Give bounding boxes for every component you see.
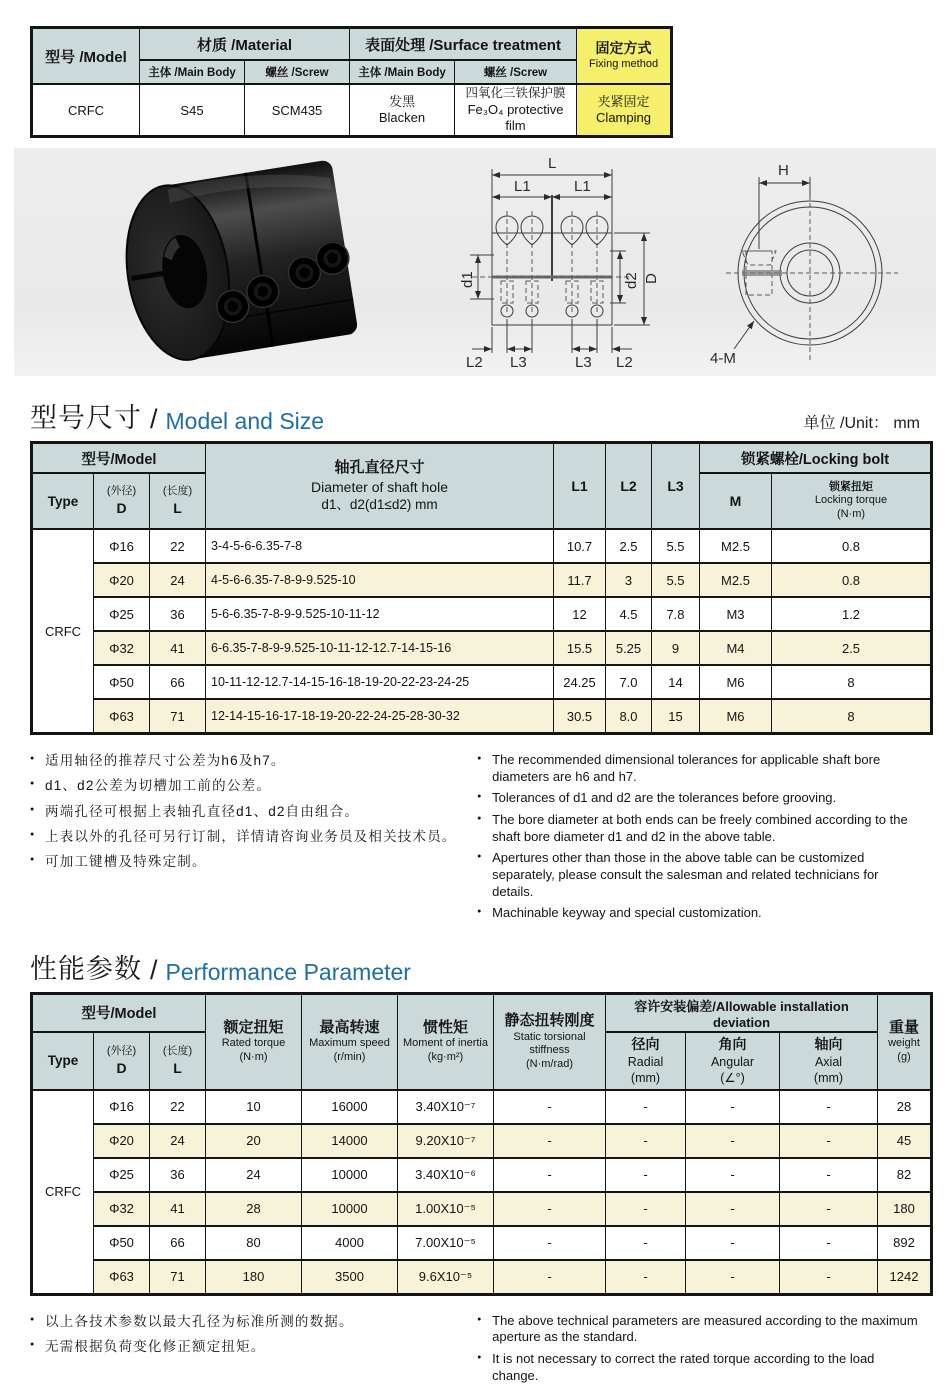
fixing-header-en: Fixing method (588, 57, 659, 70)
cell-stiffness: - (494, 1192, 606, 1226)
size-notes-cn (30, 747, 463, 927)
cell-torque: 2.5 (772, 631, 932, 665)
axial-cn: 轴向 (814, 1036, 843, 1053)
table-row (32, 1226, 932, 1260)
cell-d: Φ32 (94, 631, 150, 665)
cell-d: Φ50 (94, 665, 150, 699)
table-row (32, 699, 932, 734)
cell-l3: 5.5 (652, 529, 700, 563)
table-row (32, 529, 932, 563)
stiffness-en: Static torsional stiffness (513, 1030, 586, 1057)
cell-l2: 2.5 (606, 529, 652, 563)
table-row (32, 1192, 932, 1226)
perf-header-l (150, 1032, 206, 1090)
note-item: ● 以上各技术参数以最大孔径为标准所测的数据。 (30, 1311, 463, 1333)
cell-radial: - (606, 1192, 686, 1226)
surface-main-en: Blacken (378, 110, 426, 126)
size-header-locking-group: 锁紧螺栓/Locking bolt (700, 443, 932, 474)
surface-screw-cn: 四氧化三铁保护膜 (465, 86, 566, 100)
bore-header-en: Diameter of shaft hole (311, 478, 448, 495)
note-item: ● d1、d2公差为切槽加工前的公差。 (30, 775, 463, 797)
cell-bores: 10-11-12-12.7-14-15-16-18-19-20-22-23-24-25 (206, 665, 554, 699)
note-item: ● Apertures other than those in the above table can be customized separately, please consult the salesman and related technicians for details. (477, 850, 920, 900)
cell-l3: 14 (652, 665, 700, 699)
cell-axial: - (780, 1226, 878, 1260)
cell-radial: - (606, 1090, 686, 1124)
fixing-cn: 夹紧固定 (597, 93, 650, 109)
cell-m: M2.5 (700, 529, 772, 563)
cell-max-speed: 4000 (302, 1226, 398, 1260)
cell-len: 66 (150, 1226, 206, 1260)
side-view-drawing (448, 153, 688, 371)
cell-torque: 8 (772, 699, 932, 734)
cell-len: 41 (150, 1192, 206, 1226)
fixing-header-cn: 固定方式 (595, 40, 652, 57)
dim-D: D (643, 273, 660, 285)
perf-header-angular (686, 1032, 780, 1090)
cell-len: 36 (150, 597, 206, 631)
cell-angular: - (686, 1124, 780, 1158)
d-header-cn: (外径) (106, 485, 137, 498)
cell-stiffness: - (494, 1226, 606, 1260)
spec-subheader-screw: 螺丝 /Screw (245, 60, 350, 84)
cell-torque: 0.8 (772, 563, 932, 597)
cell-len: 22 (150, 1090, 206, 1124)
size-notes-en (477, 747, 920, 927)
cell-stiffness: - (494, 1124, 606, 1158)
fixing-en: Clamping (596, 110, 651, 126)
cell-len: 71 (150, 1260, 206, 1295)
cell-rated-torque: 20 (206, 1124, 302, 1158)
size-header-bore (206, 443, 554, 530)
cell-torque: 1.2 (772, 597, 932, 631)
dim-d1: d1 (459, 271, 476, 289)
size-header-d (94, 473, 150, 529)
cell-m: M6 (700, 665, 772, 699)
cell-m: M6 (700, 699, 772, 734)
dim-H: H (778, 162, 789, 180)
note-item: ● The recommended dimensional tolerances for applicable shaft bore diameters are h6 and h7. (477, 752, 920, 785)
cell-angular: - (686, 1260, 780, 1295)
cell-len: 36 (150, 1158, 206, 1192)
dim-L1-right: L1 (574, 178, 591, 196)
cell-d: Φ25 (94, 1158, 150, 1192)
bore-header-range: d1、d2(d1≤d2) mm (321, 496, 438, 512)
dim-L3-left: L3 (510, 354, 527, 372)
front-view-drawing (702, 153, 912, 371)
cell-l1: 15.5 (554, 631, 606, 665)
perf-notes (30, 1308, 920, 1389)
axial-unit: (mm) (813, 1070, 844, 1085)
perf-header-radial (606, 1032, 686, 1090)
size-title-cn: 型号尺寸 (30, 403, 142, 434)
radial-en: Radial (627, 1054, 664, 1069)
inertia-cn: 惯性矩 (422, 1018, 468, 1036)
cell-d: Φ16 (94, 529, 150, 563)
cell-max-speed: 10000 (302, 1158, 398, 1192)
cell-surface-main (350, 84, 455, 137)
rated-torque-unit: (N·m) (239, 1051, 268, 1064)
cell-bores: 5-6-6.35-7-8-9-9.525-10-11-12 (206, 597, 554, 631)
cell-l2: 3 (606, 563, 652, 597)
table-row (32, 1124, 932, 1158)
cell-l1: 11.7 (554, 563, 606, 597)
cell-stiffness: - (494, 1260, 606, 1295)
dim-L2-right: L2 (616, 354, 633, 372)
perf-table (30, 992, 933, 1296)
dim-L2-left: L2 (466, 354, 483, 372)
cell-len: 71 (150, 699, 206, 734)
cell-rated-torque: 24 (206, 1158, 302, 1192)
cell-weight: 1242 (878, 1260, 932, 1295)
size-notes (30, 747, 920, 927)
note-item: ● 无需根据负荷变化修正额定扭矩。 (30, 1336, 463, 1358)
spec-subheader-main-body-2: 主体 /Main Body (350, 60, 455, 84)
note-item: ● Machinable keyway and special customization. (477, 905, 920, 922)
radial-unit: (mm) (630, 1070, 661, 1085)
cell-l2: 8.0 (606, 699, 652, 734)
size-header-model-group: 型号/Model (32, 443, 206, 474)
weight-cn: 重量 (889, 1018, 920, 1036)
cell-inertia: 3.40X10⁻⁷ (398, 1090, 494, 1124)
cell-bores: 6-6.35-7-8-9-9.525-10-11-12-12.7-14-15-16 (206, 631, 554, 665)
cell-max-speed: 10000 (302, 1192, 398, 1226)
dim-d2: d2 (623, 272, 640, 290)
perf-header-stiffness (494, 993, 606, 1090)
note-item: ● 可加工键槽及特殊定制。 (30, 851, 463, 873)
rated-torque-en: Rated torque (221, 1037, 286, 1050)
size-header-l (150, 473, 206, 529)
size-header-l3: L3 (652, 443, 700, 530)
cell-angular: - (686, 1158, 780, 1192)
title-separator: / (150, 404, 158, 435)
cell-weight: 28 (878, 1090, 932, 1124)
table-row (32, 28, 672, 61)
size-header-torque (772, 473, 932, 529)
cell-model: CRFC (32, 84, 140, 137)
table-row (32, 597, 932, 631)
cell-m: M2.5 (700, 563, 772, 597)
cell-l2: 5.25 (606, 631, 652, 665)
cell-rated-torque: 10 (206, 1090, 302, 1124)
table-row (32, 1260, 932, 1295)
cell-torque: 0.8 (772, 529, 932, 563)
cell-d: Φ20 (94, 1124, 150, 1158)
cell-l2: 7.0 (606, 665, 652, 699)
l-header-cn: (长度) (162, 1044, 193, 1057)
cell-rated-torque: 80 (206, 1226, 302, 1260)
note-item: ● It is not necessary to correct the rated torque according to the load change. (477, 1351, 920, 1384)
spec-header-model: 型号 /Model (32, 28, 140, 85)
note-item: ● Tolerances of d1 and d2 are the tolerances before grooving. (477, 790, 920, 807)
note-item: ● 适用轴径的推荐尺寸公差为h6及h7。 (30, 750, 463, 772)
table-row (32, 993, 932, 1032)
cell-stiffness: - (494, 1090, 606, 1124)
perf-notes-en (477, 1308, 920, 1389)
l-header-cn: (长度) (162, 485, 193, 498)
angular-unit: (∠°) (720, 1070, 745, 1085)
cell-angular: - (686, 1192, 780, 1226)
surface-screw-en: Fe₃O₄ protective film (467, 101, 564, 133)
cell-rated-torque: 180 (206, 1260, 302, 1295)
d-header: D (116, 1059, 127, 1076)
cell-len: 24 (150, 563, 206, 597)
spec-header-surface: 表面处理 /Surface treatment (350, 28, 577, 61)
cell-d: Φ50 (94, 1226, 150, 1260)
cell-inertia: 9.20X10⁻⁷ (398, 1124, 494, 1158)
size-header-m: M (700, 473, 772, 529)
perf-header-speed (302, 993, 398, 1090)
perf-notes-cn (30, 1308, 463, 1389)
cell-radial: - (606, 1158, 686, 1192)
cell-l1: 24.25 (554, 665, 606, 699)
cell-l3: 15 (652, 699, 700, 734)
table-row (32, 631, 932, 665)
perf-section-header (30, 947, 920, 986)
cell-bores: 12-14-15-16-17-18-19-20-22-24-25-28-30-32 (206, 699, 554, 734)
cell-weight: 892 (878, 1226, 932, 1260)
l-header: L (173, 499, 182, 516)
max-speed-en: Maximum speed (309, 1037, 390, 1050)
cell-max-speed: 16000 (302, 1090, 398, 1124)
cell-l3: 5.5 (652, 563, 700, 597)
spec-header-fixing (577, 28, 672, 85)
rated-torque-cn: 额定扭矩 (223, 1018, 284, 1036)
weight-en: weight (888, 1037, 920, 1050)
cell-len: 22 (150, 529, 206, 563)
cell-len: 66 (150, 665, 206, 699)
cell-rated-torque: 28 (206, 1192, 302, 1226)
cell-angular: - (686, 1226, 780, 1260)
size-header-l2: L2 (606, 443, 652, 530)
perf-header-type: Type (32, 1032, 94, 1090)
max-speed-unit: (r/min) (333, 1051, 366, 1064)
note-item: ● 两端孔径可根据上表轴孔直径d1、d2自由组合。 (30, 801, 463, 823)
perf-title-cn: 性能参数 (30, 953, 142, 984)
cell-d: Φ25 (94, 597, 150, 631)
perf-section (30, 947, 920, 1296)
torque-header-cn: 锁紧扭矩 (829, 480, 873, 493)
torque-header-en: Locking torque (814, 494, 888, 507)
cell-axial: - (780, 1124, 878, 1158)
d-header: D (116, 499, 127, 516)
cell-len: 41 (150, 631, 206, 665)
cell-d: Φ32 (94, 1192, 150, 1226)
size-section-header (30, 396, 920, 435)
cell-fixing (577, 84, 672, 137)
size-header-type: Type (32, 473, 94, 529)
weight-unit: (g) (897, 1051, 911, 1064)
max-speed-cn: 最高转速 (319, 1018, 380, 1036)
cell-bores: 3-4-5-6-6.35-7-8 (206, 529, 554, 563)
cell-l1: 10.7 (554, 529, 606, 563)
cell-max-speed: 3500 (302, 1260, 398, 1295)
spec-subheader-screw-2: 螺丝 /Screw (455, 60, 577, 84)
cell-l3: 9 (652, 631, 700, 665)
perf-header-axial (780, 1032, 878, 1090)
perf-header-torque (206, 993, 302, 1090)
cell-inertia: 7.00X10⁻⁵ (398, 1226, 494, 1260)
dim-L3-right: L3 (575, 354, 592, 372)
unit-label: 单位 /Unit： mm (803, 415, 920, 433)
cell-angular: - (686, 1090, 780, 1124)
table-row (32, 443, 932, 474)
inertia-en: Moment of inertia (403, 1037, 488, 1050)
cell-stiffness: - (494, 1158, 606, 1192)
angular-cn: 角向 (718, 1036, 747, 1053)
perf-header-inertia (398, 993, 494, 1090)
cell-type: CRFC (32, 529, 94, 734)
cell-l3: 7.8 (652, 597, 700, 631)
inertia-unit: (kg·m²) (427, 1051, 464, 1064)
angular-en: Angular (710, 1054, 755, 1069)
spec-header-material: 材质 /Material (140, 28, 350, 61)
cell-inertia: 9.6X10⁻⁵ (398, 1260, 494, 1295)
cell-main-material: S45 (140, 84, 245, 137)
cell-radial: - (606, 1226, 686, 1260)
cell-weight: 180 (878, 1192, 932, 1226)
l-header: L (173, 1059, 182, 1076)
cell-inertia: 3.40X10⁻⁶ (398, 1158, 494, 1192)
note-item: ● The bore diameter at both ends can be freely combined according to the shaft bore diameter d1 and d2 in the above table. (477, 812, 920, 845)
dim-L: L (548, 155, 557, 173)
cell-axial: - (780, 1260, 878, 1295)
table-row (32, 563, 932, 597)
cell-m: M4 (700, 631, 772, 665)
size-title-en: Model and Size (165, 408, 325, 435)
table-row (32, 665, 932, 699)
note-item: ● The above technical parameters are measured according to the maximum aperture as the standard. (477, 1313, 920, 1346)
radial-cn: 径向 (631, 1036, 660, 1053)
cell-bores: 4-5-6-6.35-7-8-9-9.525-10 (206, 563, 554, 597)
table-row (32, 84, 672, 137)
dim-L1-left: L1 (514, 178, 531, 196)
cell-surface-screw (455, 84, 577, 137)
cell-l2: 4.5 (606, 597, 652, 631)
cell-type: CRFC (32, 1090, 94, 1295)
perf-header-weight (878, 993, 932, 1090)
cell-torque: 8 (772, 665, 932, 699)
stiffness-unit: (N·m/rad) (525, 1058, 574, 1070)
cell-axial: - (780, 1158, 878, 1192)
stiffness-cn: 静态扭转刚度 (504, 1011, 595, 1029)
cell-weight: 45 (878, 1124, 932, 1158)
cell-radial: - (606, 1260, 686, 1295)
size-table (30, 441, 933, 735)
cell-len: 24 (150, 1124, 206, 1158)
perf-header-deviation-group: 容许安装偏差/Allowable installation deviation (606, 993, 878, 1032)
cell-d: Φ16 (94, 1090, 150, 1124)
bore-header-cn: 轴孔直径尺寸 (334, 458, 425, 476)
cell-m: M3 (700, 597, 772, 631)
torque-header-unit: (N·m) (836, 508, 866, 520)
drawing-band (14, 148, 936, 376)
surface-main-cn: 发黑 (388, 93, 415, 109)
table-row (32, 1158, 932, 1192)
size-header-l1: L1 (554, 443, 606, 530)
table-row (32, 1090, 932, 1124)
cell-screw-material: SCM435 (245, 84, 350, 137)
title-separator: / (150, 954, 158, 985)
cell-axial: - (780, 1090, 878, 1124)
cell-l1: 12 (554, 597, 606, 631)
product-photo (80, 148, 410, 376)
cell-inertia: 1.00X10⁻⁵ (398, 1192, 494, 1226)
cell-max-speed: 14000 (302, 1124, 398, 1158)
cell-weight: 82 (878, 1158, 932, 1192)
cell-d: Φ20 (94, 563, 150, 597)
perf-header-d (94, 1032, 150, 1090)
cell-radial: - (606, 1124, 686, 1158)
axial-en: Axial (814, 1054, 843, 1069)
note-item: ● 上表以外的孔径可另行订制，详情请咨询业务员及相关技术员。 (30, 826, 463, 848)
spec-table (30, 26, 673, 138)
cell-d: Φ63 (94, 699, 150, 734)
dim-4-M: 4-M (710, 350, 736, 368)
cell-l1: 30.5 (554, 699, 606, 734)
cell-axial: - (780, 1192, 878, 1226)
perf-title-en: Performance Parameter (165, 958, 411, 985)
size-section (30, 396, 920, 735)
spec-subheader-main-body: 主体 /Main Body (140, 60, 245, 84)
cell-d: Φ63 (94, 1260, 150, 1295)
d-header-cn: (外径) (106, 1044, 137, 1057)
perf-header-model-group: 型号/Model (32, 993, 206, 1032)
